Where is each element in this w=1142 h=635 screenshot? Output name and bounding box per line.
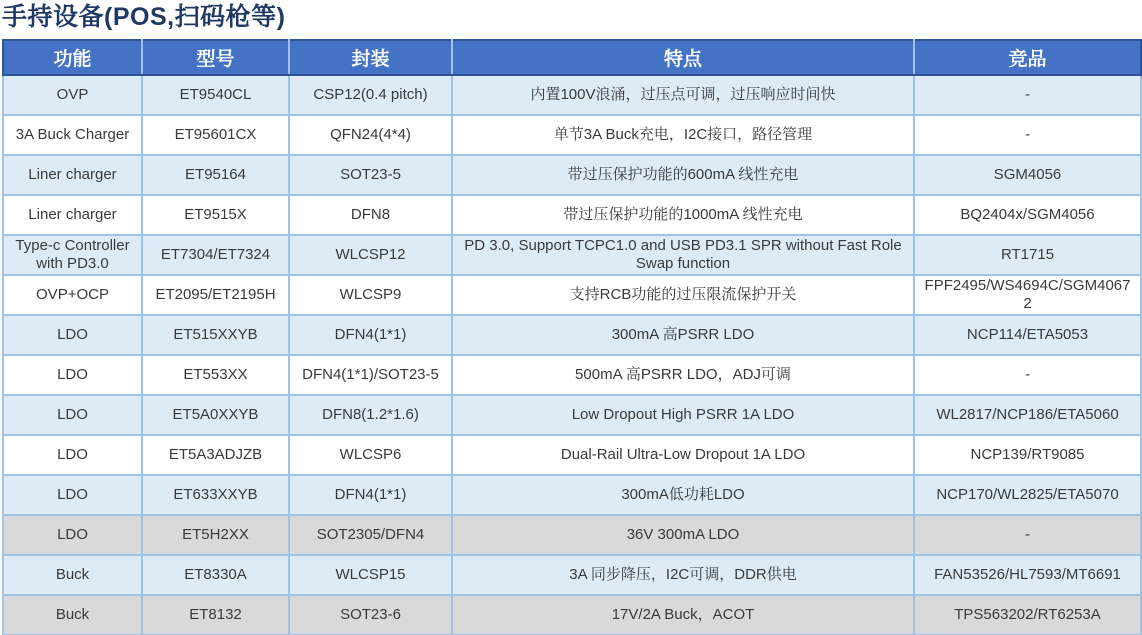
cell-package: DFN4(1*1) — [289, 475, 452, 515]
cell-model: ET553XX — [142, 355, 289, 395]
cell-features: Dual-Rail Ultra-Low Dropout 1A LDO — [452, 435, 914, 475]
cell-features: Low Dropout High PSRR 1A LDO — [452, 395, 914, 435]
cell-package: WLCSP15 — [289, 555, 452, 595]
column-header-package: 封装 — [289, 40, 452, 75]
cell-model: ET8132 — [142, 595, 289, 635]
cell-package: DFN8 — [289, 195, 452, 235]
cell-model: ET7304/ET7324 — [142, 235, 289, 275]
cell-competitor: NCP114/ETA5053 — [914, 315, 1141, 355]
table-row — [3, 435, 1141, 475]
cell-function: 3A Buck Charger — [3, 115, 142, 155]
page-title: 手持设备(POS,扫码枪等) — [2, 3, 286, 31]
cell-model: ET9540CL — [142, 75, 289, 115]
cell-features: 17V/2A Buck，ACOT — [452, 595, 914, 635]
cell-package: CSP12(0.4 pitch) — [289, 75, 452, 115]
table-row — [3, 555, 1141, 595]
cell-model: ET515XXYB — [142, 315, 289, 355]
cell-function: LDO — [3, 475, 142, 515]
cell-function: Buck — [3, 555, 142, 595]
table-header-row — [3, 40, 1141, 75]
cell-features: 带过压保护功能的600mA 线性充电 — [452, 155, 914, 195]
cell-function: LDO — [3, 355, 142, 395]
cell-competitor: - — [914, 515, 1141, 555]
cell-package: WLCSP9 — [289, 275, 452, 315]
table-row — [3, 395, 1141, 435]
cell-features: 支持RCB功能的过压限流保护开关 — [452, 275, 914, 315]
column-header-competitor: 竞品 — [914, 40, 1141, 75]
cell-package: DFN8(1.2*1.6) — [289, 395, 452, 435]
cell-function: Buck — [3, 595, 142, 635]
table-row — [3, 195, 1141, 235]
cell-model: ET9515X — [142, 195, 289, 235]
cell-features: 500mA 高PSRR LDO，ADJ可调 — [452, 355, 914, 395]
cell-function: LDO — [3, 395, 142, 435]
cell-model: ET95601CX — [142, 115, 289, 155]
cell-package: SOT2305/DFN4 — [289, 515, 452, 555]
cell-package: SOT23-6 — [289, 595, 452, 635]
cell-model: ET5A0XXYB — [142, 395, 289, 435]
cell-model: ET8330A — [142, 555, 289, 595]
cell-model: ET5A3ADJZB — [142, 435, 289, 475]
cell-competitor: FAN53526/HL7593/MT6691 — [914, 555, 1141, 595]
cell-function: Liner charger — [3, 195, 142, 235]
table-body — [3, 75, 1141, 635]
cell-features: PD 3.0, Support TCPC1.0 and USB PD3.1 SPR without Fast Role Swap function — [452, 235, 914, 275]
cell-features: 内置100V浪涌，过压点可调，过压响应时间快 — [452, 75, 914, 115]
table-row — [3, 275, 1141, 315]
cell-model: ET95164 — [142, 155, 289, 195]
table-row — [3, 115, 1141, 155]
product-table — [2, 39, 1142, 635]
column-header-function: 功能 — [3, 40, 142, 75]
cell-package: WLCSP6 — [289, 435, 452, 475]
cell-competitor: NCP139/RT9085 — [914, 435, 1141, 475]
cell-competitor: TPS563202/RT6253A — [914, 595, 1141, 635]
cell-function: OVP+OCP — [3, 275, 142, 315]
table-row — [3, 595, 1141, 635]
table-row — [3, 235, 1141, 275]
cell-competitor: - — [914, 115, 1141, 155]
cell-features: 300mA 高PSRR LDO — [452, 315, 914, 355]
table-row — [3, 475, 1141, 515]
table-row — [3, 515, 1141, 555]
cell-package: SOT23-5 — [289, 155, 452, 195]
cell-features: 300mA低功耗LDO — [452, 475, 914, 515]
cell-features: 单节3A Buck充电，I2C接口，路径管理 — [452, 115, 914, 155]
cell-competitor: BQ2404x/SGM4056 — [914, 195, 1141, 235]
cell-competitor: FPF2495/WS4694C/SGM40672 — [914, 275, 1141, 315]
cell-features: 带过压保护功能的1000mA 线性充电 — [452, 195, 914, 235]
cell-function: Type-c Controller with PD3.0 — [3, 235, 142, 275]
cell-competitor: NCP170/WL2825/ETA5070 — [914, 475, 1141, 515]
cell-function: LDO — [3, 515, 142, 555]
cell-competitor: WL2817/NCP186/ETA5060 — [914, 395, 1141, 435]
cell-competitor: RT1715 — [914, 235, 1141, 275]
cell-competitor: - — [914, 75, 1141, 115]
cell-package: DFN4(1*1)/SOT23-5 — [289, 355, 452, 395]
cell-features: 36V 300mA LDO — [452, 515, 914, 555]
column-header-features: 特点 — [452, 40, 914, 75]
cell-model: ET633XXYB — [142, 475, 289, 515]
cell-package: WLCSP12 — [289, 235, 452, 275]
column-header-model: 型号 — [142, 40, 289, 75]
cell-competitor: - — [914, 355, 1141, 395]
cell-function: LDO — [3, 315, 142, 355]
cell-competitor: SGM4056 — [914, 155, 1141, 195]
cell-features: 3A 同步降压，I2C可调，DDR供电 — [452, 555, 914, 595]
cell-model: ET5H2XX — [142, 515, 289, 555]
table-row — [3, 155, 1141, 195]
table-row — [3, 355, 1141, 395]
cell-function: OVP — [3, 75, 142, 115]
cell-model: ET2095/ET2195H — [142, 275, 289, 315]
cell-package: DFN4(1*1) — [289, 315, 452, 355]
cell-function: LDO — [3, 435, 142, 475]
table-row — [3, 315, 1141, 355]
table-row — [3, 75, 1141, 115]
cell-function: Liner charger — [3, 155, 142, 195]
cell-package: QFN24(4*4) — [289, 115, 452, 155]
